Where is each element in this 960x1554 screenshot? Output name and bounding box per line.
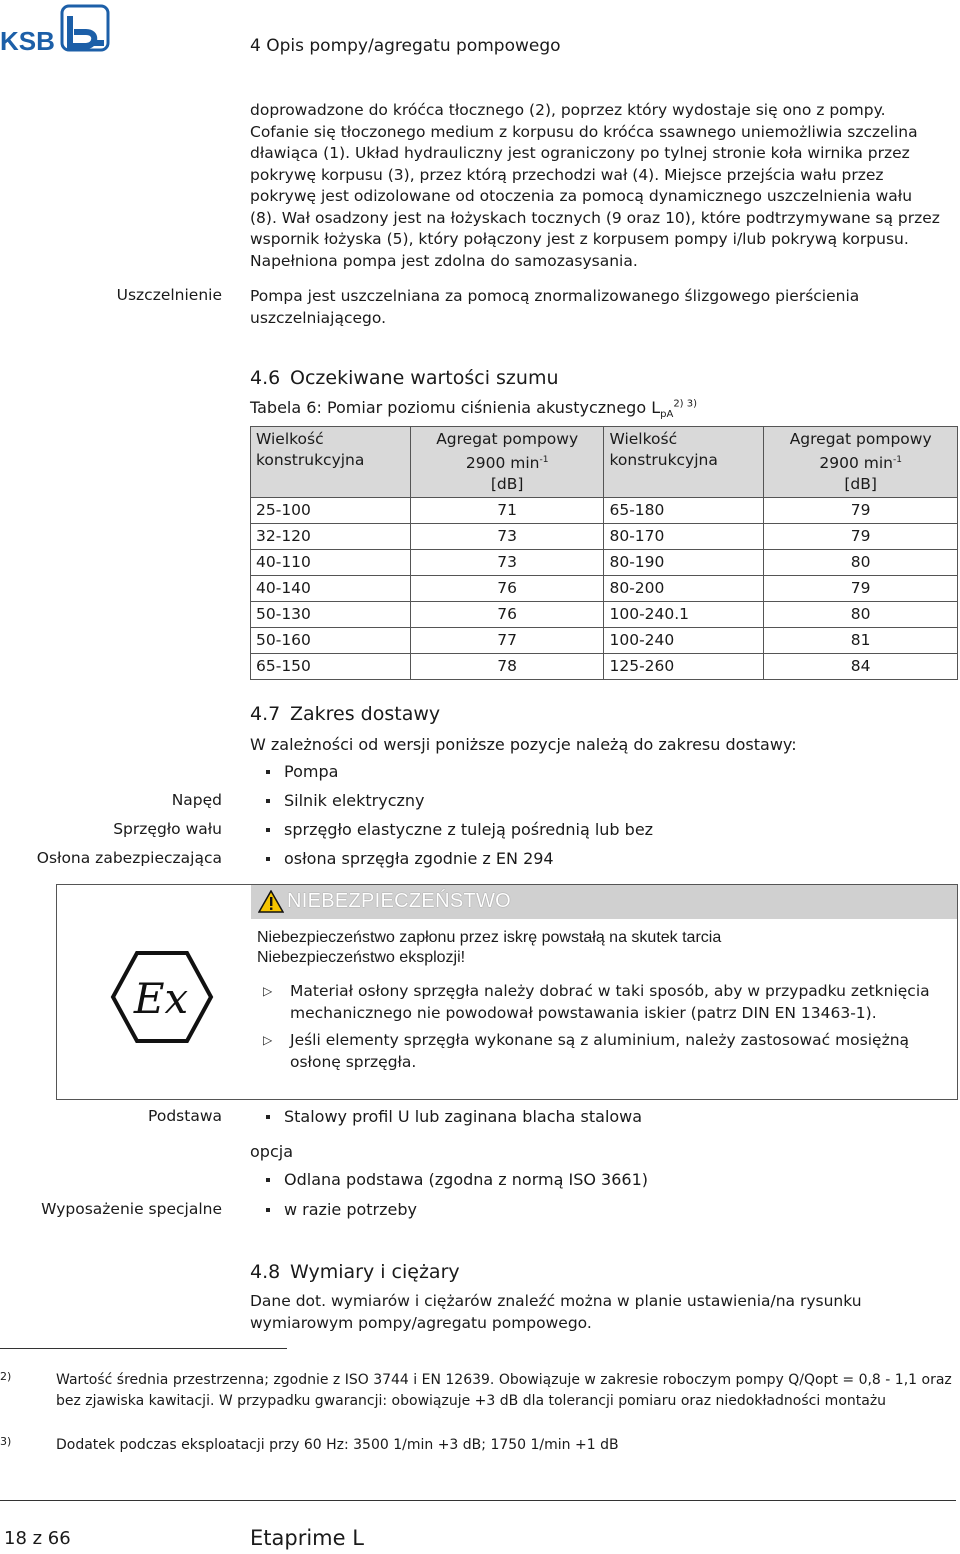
list-item: sprzęgło elastyczne z tuleją pośrednią lub bez <box>250 815 653 844</box>
table-row: 50-160 77 100-240 81 <box>251 628 958 654</box>
sealing-text: Pompa jest uszczelniana za pomocą znormalizowanego ślizgowego pierścienia uszczelniającego. <box>250 287 860 327</box>
noise-table <box>250 426 958 680</box>
footer-divider <box>0 1500 956 1501</box>
danger-line-2: Niebezpieczeństwo eksplozji! <box>257 949 466 966</box>
intro-paragraph: doprowadzone do króćca tłocznego (2), poprzez który wydostaje się ono z pompy. Cofanie się tłoczonego medium z korpusu do króćca ssawnego uniemożliwia szczelina dławiąca (1). Układ hydrauliczny jest ograniczony po tylnej stronie koła wirnika przez pokrywę korpusu (3), przez którą przechodzi wał (4). Miejsce przejścia wału przez pokrywę jest odizolowane od otoczenia za pomocą dynamicznego uszczelnienia wału (8). Wał osadzony jest na łożyskach tocznych (9 oraz 10), które podtrzymywane są przez wspornik łożyska (5), który połączony jest z korpusem pompy i/lub pokrywą korpusu. Napełniona pompa jest zdolna do samozasysania. <box>250 101 940 270</box>
list-item: w razie potrzeby <box>250 1195 648 1225</box>
header-unit-2: Agregat pompowy 2900 $\min^{-1}$ [dB] <box>764 427 958 498</box>
section-4-8-heading <box>250 1261 460 1283</box>
footnote-3 <box>0 1435 960 1459</box>
document-name: Etaprime L <box>250 1526 364 1550</box>
header-size-1: Wielkość konstrukcyjna <box>251 427 411 498</box>
option-label: opcja <box>250 1142 293 1161</box>
list-item: osłona sprzęgła zgodnie z EN 294 <box>250 844 653 873</box>
delivery-list <box>250 757 653 873</box>
danger-box <box>56 884 958 1100</box>
section-title-text: Wymiary i ciężary <box>290 1261 460 1283</box>
section-number: 4.6 <box>250 367 281 389</box>
table-row: 50-130 76 100-240.1 80 <box>251 602 958 628</box>
option-list <box>250 1165 648 1225</box>
header-size-2: Wielkość konstrukcyjna <box>604 427 764 498</box>
table-header-row <box>251 427 958 498</box>
caption-sup: 2) 3) <box>673 398 698 410</box>
warning-triangle-icon <box>258 890 284 913</box>
table-row: 65-150 78 125-260 84 <box>251 654 958 680</box>
ex-explosion-icon <box>107 947 217 1047</box>
danger-title: NIEBEZPIECZEŃSTWO <box>287 890 512 912</box>
caption-sub: pA <box>660 409 674 421</box>
ksb-logo <box>0 2 118 54</box>
footnote-text: Dodatek podczas eksploatacji przy 60 Hz: 3500 1/min +3 dB; 1750 1/min +1 dB <box>56 1437 619 1453</box>
ex-symbol-text: Ex <box>133 974 189 1023</box>
guard-label: Osłona zabezpieczająca <box>36 849 222 867</box>
caption-text: Pomiar poziomu ciśnienia akustycznego L <box>326 398 661 417</box>
list-item: Odlana podstawa (zgodna z normą ISO 3661) <box>250 1165 648 1195</box>
base-label: Podstawa <box>148 1107 222 1125</box>
footnote-mark: 2) <box>0 1370 12 1383</box>
header-unit-1: Agregat pompowy 2900 $\min^{-1}$ [dB] <box>410 427 604 498</box>
section-4-6-heading <box>250 367 559 389</box>
instruction-item: ▷ Jeśli elementy sprzęgła wykonane są z aluminium, należy zastosować mosiężną osłonę sprzęgła. <box>257 1030 947 1073</box>
section-title-text: Zakres dostawy <box>290 703 441 725</box>
section-title: 4 Opis pompy/agregatu pompowego <box>250 36 561 56</box>
caption-label: Tabela 6: <box>250 398 322 417</box>
list-item: Silnik elektryczny <box>250 786 653 815</box>
special-equipment-label: Wyposażenie specjalne <box>41 1200 222 1218</box>
section-number: 4.7 <box>250 703 281 725</box>
footnote-divider <box>0 1348 287 1349</box>
section-4-7-heading <box>250 703 440 725</box>
instruction-item: ▷ Materiał osłony sprzęgła należy dobrać w taki sposób, aby w przypadku zetknięcia mechanicznego nie powodował powstawania iskier (patrz DIN EN 13463-1). <box>257 981 947 1024</box>
table-row: 40-140 76 80-200 79 <box>251 576 958 602</box>
sealing-label: Uszczelnienie <box>116 286 222 304</box>
page-number: 18 z 66 <box>4 1528 71 1549</box>
danger-header <box>251 885 957 919</box>
footnote-2 <box>0 1370 960 1430</box>
list-item: Stalowy profil U lub zaginana blacha stalowa <box>250 1102 642 1131</box>
danger-line-1: Niebezpieczeństwo zapłonu przez iskrę powstałą na skutek tarcia <box>257 929 722 946</box>
section-title-text: Oczekiwane wartości szumu <box>290 367 559 389</box>
list-item: Pompa <box>250 757 653 786</box>
section-number: 4.8 <box>250 1261 281 1283</box>
coupling-label: Sprzęgło wału <box>113 820 222 838</box>
table-row: 25-100 71 65-180 79 <box>251 498 958 524</box>
delivery-intro: W zależności od wersji poniższe pozycje należą do zakresu dostawy: <box>250 735 797 754</box>
footnote-mark: 3) <box>0 1435 12 1448</box>
logo-text: KSB <box>0 26 55 54</box>
drive-label: Napęd <box>171 791 222 809</box>
table-caption <box>250 398 697 420</box>
base-list <box>250 1102 642 1131</box>
table-row: 32-120 73 80-170 79 <box>251 524 958 550</box>
danger-instructions <box>257 981 947 1079</box>
table-row: 40-110 73 80-190 80 <box>251 550 958 576</box>
footnote-text: Wartość średnia przestrzenna; zgodnie z ISO 3744 i EN 12639. Obowiązuje w zakresie roboczym pompy Q/Qopt = 0,8 - 1,1 oraz bez zjawiska kawitacji. W przypadku gwarancji: obowiązuje +3 dB dla tolerancji pomiaru oraz niedokładności montażu <box>56 1372 952 1409</box>
dimensions-text: Dane dot. wymiarów i ciężarów znaleźć można w planie ustawienia/na rysunku wymiarowym pompy/agregatu pompowego. <box>250 1292 862 1332</box>
